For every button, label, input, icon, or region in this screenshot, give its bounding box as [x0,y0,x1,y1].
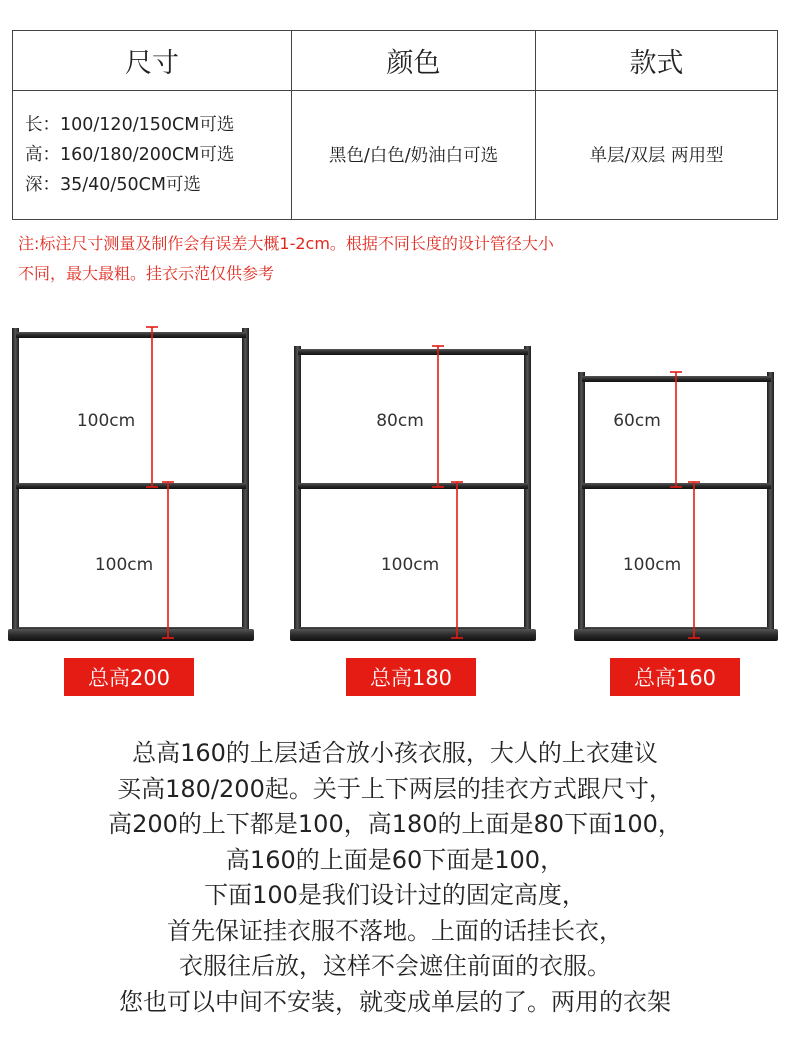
total-height-badge-200 [64,658,194,696]
style-value: 单层/双层 两用型 [589,146,724,166]
size-height: 高：160/180/200CM可选 [25,145,235,165]
total-height-badge-160 [610,658,740,696]
description-line: 高200的上下都是100，高180的上面是80下面100， [108,810,682,838]
size-length: 长：100/120/150CM可选 [25,115,235,135]
rack-diagrams [0,300,790,720]
lower-dimension-label: 100cm [622,555,682,575]
header-size [13,31,291,90]
rack-diagram-svg [0,300,790,660]
color-value: 黑色/白色/奶油白可选 [328,146,499,166]
size-lines [25,110,234,200]
description-line: 高160的上面是60下面是100， [225,845,565,874]
description-line: 下面100是我们设计过的固定高度， [204,881,586,909]
color-cell [291,90,535,219]
rack-top-bar [16,332,246,338]
badge-label: 总高200 [87,666,171,690]
rack-left-pole [578,372,585,640]
badge-label: 总高180 [369,666,453,690]
header-size-label: 尺寸 [125,48,179,79]
total-height-badge-180 [346,658,476,696]
lower-dimension-label: 100cm [94,555,154,575]
note-line: 不同，最大最粗。挂衣示范仅供参考 [18,264,275,283]
description-line: 您也可以中间不安装，就变成单层的了。两用的衣架 [119,987,671,1016]
size-cell [13,90,291,219]
header-color-label: 颜色 [386,48,441,79]
description-line: 总高160的上层适合放小孩衣服，大人的上衣建议 [132,739,658,767]
rack-right-pole [767,372,774,640]
header-color [291,31,535,90]
rack-base [8,629,254,641]
rack-200 [8,327,254,641]
rack-right-pole [524,346,531,640]
rack-middle-bar [16,483,246,489]
upper-dimension-label: 60cm [613,411,661,431]
rack-180 [290,346,536,641]
rack-base [574,629,778,641]
rack-base [290,629,536,641]
spec-table [12,30,778,220]
upper-dimension-label: 80cm [376,411,424,431]
table-body-row [13,90,777,219]
note-line: 注:标注尺寸测量及制作会有误差大概1-2cm。根据不同长度的设计管径大小 [18,234,554,253]
upper-dimension-label: 100cm [76,411,136,431]
header-style-label: 款式 [629,48,684,79]
size-depth: 深：35/40/50CM可选 [25,175,201,195]
description-line: 买高180/200起。关于上下两层的挂衣方式跟尺寸， [117,774,673,803]
description-text [0,736,790,1020]
header-style [535,31,777,90]
rack-top-bar [298,349,528,355]
measurement-note [18,229,778,289]
rack-160 [574,372,778,641]
style-cell [535,90,777,219]
table-header-row [13,31,777,91]
description-line: 首先保证挂衣服不落地。上面的话挂长衣， [167,916,623,945]
description-line: 衣服往后放，这样不会遮住前面的衣服。 [179,952,611,980]
rack-left-pole [294,346,301,640]
lower-dimension-label: 100cm [380,555,440,575]
badge-label: 总高160 [633,666,717,690]
rack-middle-bar [298,483,528,489]
